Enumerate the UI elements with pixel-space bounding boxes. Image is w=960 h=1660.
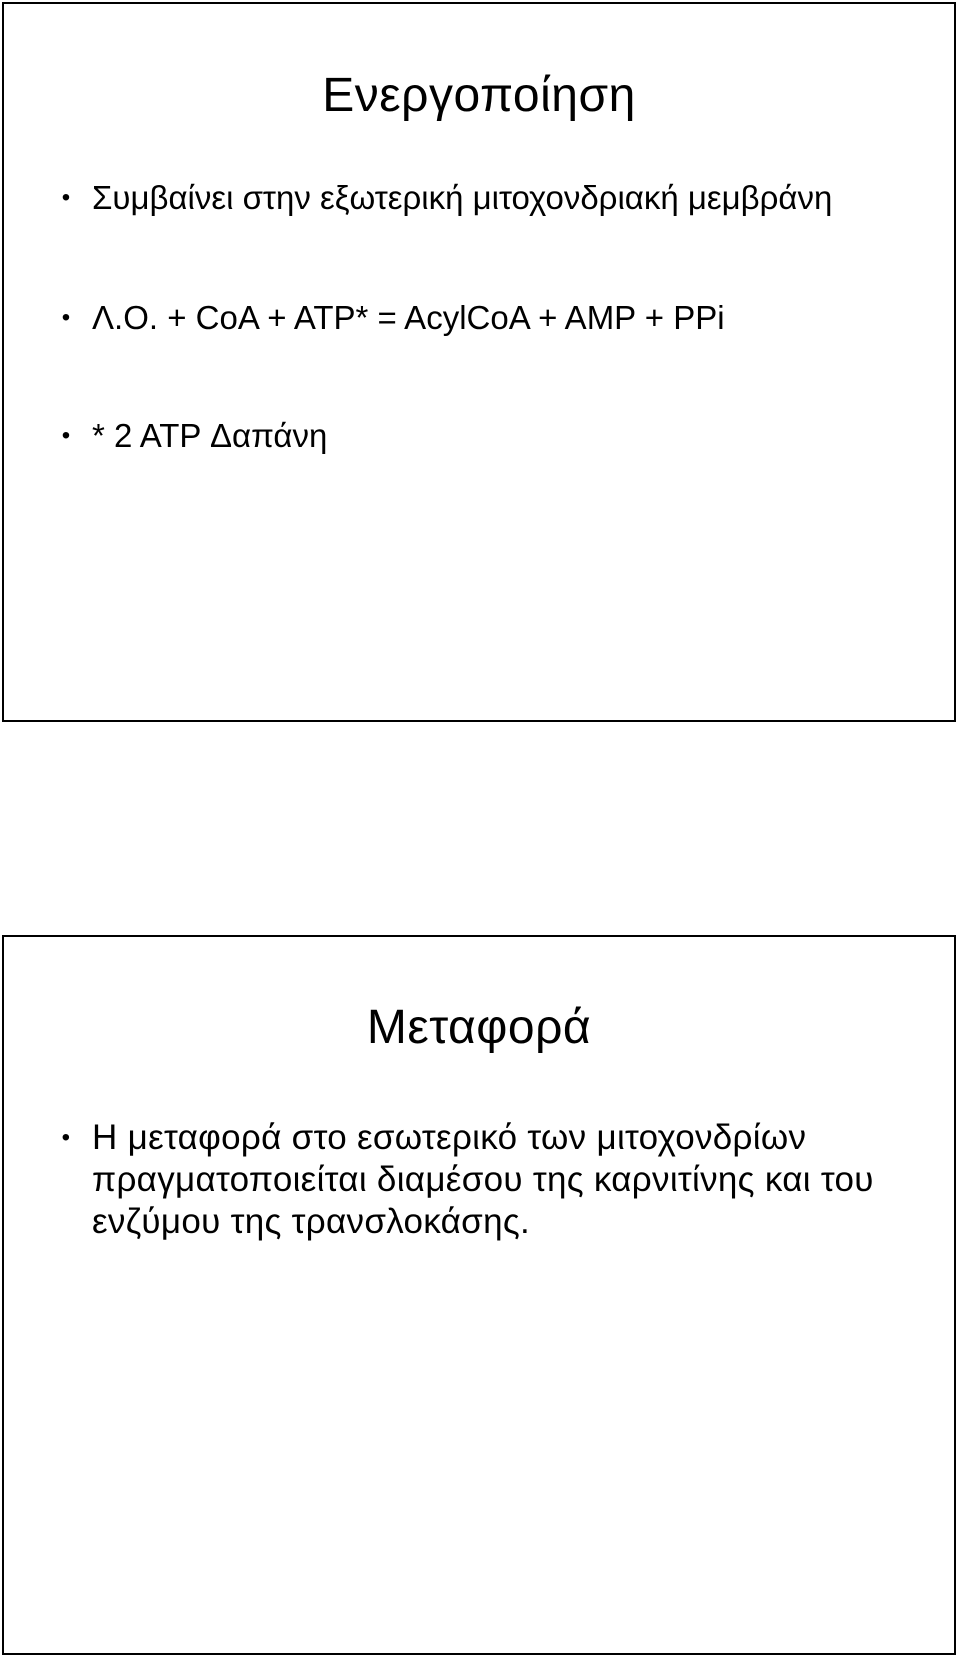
list-item <box>56 178 876 218</box>
slide-title: Ενεργοποίηση <box>322 69 636 122</box>
bullet-dot-icon: • <box>61 184 71 211</box>
bullet-list <box>56 298 876 338</box>
bullet-dot-icon: • <box>61 1124 71 1151</box>
bullet-list <box>56 178 876 218</box>
list-item <box>56 298 876 338</box>
list-item <box>56 416 876 456</box>
bullet-text: Η μεταφορά στο εσωτερικό των μιτοχονδρίων πραγματοποιείται διαμέσου της καρνιτίνης και του ενζύμου της τρανσλοκάσης. <box>92 1118 874 1241</box>
bullet-text: Λ.Ο. + CoA + ATP* = AcylCoA + AMP + PPi <box>92 299 725 336</box>
bullet-list <box>56 1117 916 1243</box>
slide-title: Μεταφορά <box>366 1001 592 1054</box>
bullet-text: Συμβαίνει στην εξωτερική μιτοχονδριακή μεμβράνη <box>92 179 833 216</box>
bullet-list <box>56 416 876 456</box>
slide-transport <box>2 935 956 1655</box>
bullet-dot-icon: • <box>61 304 71 331</box>
slide-activation <box>2 2 956 722</box>
bullet-text: * 2 ATP Δαπάνη <box>92 417 328 454</box>
list-item <box>56 1117 916 1243</box>
bullet-dot-icon: • <box>61 422 71 449</box>
